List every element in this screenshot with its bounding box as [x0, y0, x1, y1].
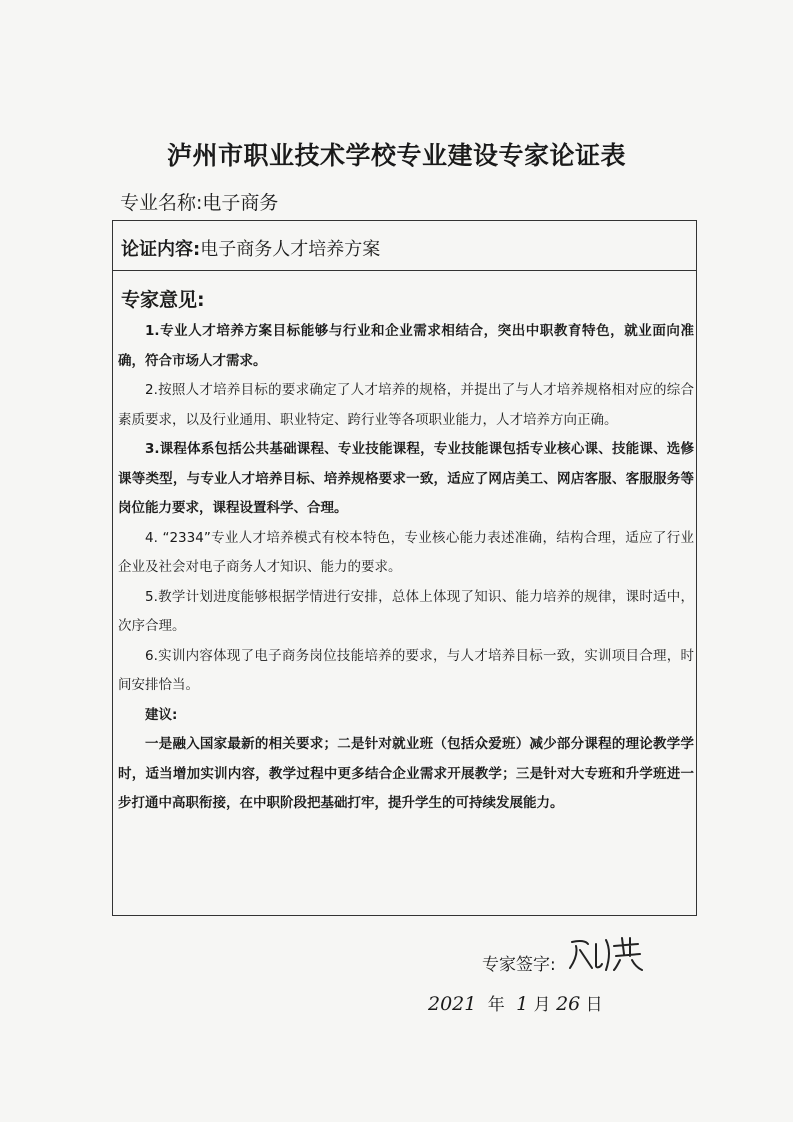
date-year-unit: 年 [487, 995, 505, 1015]
date-line [428, 990, 603, 1015]
suggestion-heading: 建议: [145, 706, 178, 723]
opinion-paragraph-1: 1.专业人才培养方案目标能够与行业和企业需求相结合，突出中职教育特色，就业面向准确，符合市场人才需求。 [118, 323, 694, 369]
major-label: 专业名称: [120, 192, 203, 214]
suggestion-paragraph: 一是融入国家最新的相关要求；二是针对就业班（包括众爱班）减少部分课程的理论教学学时，适当增加实训内容，教学过程中更多结合企业需求开展教学；三是针对大专班和升学班进一步打通中高职衔接，在中职阶段把基础打牢，提升学生的可持续发展能力。 [118, 736, 694, 811]
handwritten-signature [566, 934, 646, 974]
opinion-paragraph-4: 4. “2334”专业人才培养模式有校本特色，专业核心能力表述准确，结构合理，适应了行业企业及社会对电子商务人才知识、能力的要求。 [118, 529, 694, 575]
date-month-unit: 月 [533, 995, 551, 1015]
signature-label: 专家签字: [482, 955, 556, 975]
topic-value: 电子商务人才培养方案 [200, 239, 381, 260]
date-day: 26 [556, 993, 581, 1015]
date-month: 1 [516, 993, 529, 1015]
date-year: 2021 [428, 993, 477, 1015]
opinion-heading: 专家意见: [121, 289, 205, 311]
major-line [120, 188, 278, 215]
opinion-paragraph-6: 6.实训内容体现了电子商务岗位技能培养的要求，与人才培养目标一致，实训项目合理，时间安排恰当。 [118, 647, 694, 693]
opinion-table [112, 220, 697, 916]
opinion-paragraph-5: 5.教学计划进度能够根据学情进行安排，总体上体现了知识、能力培养的规律，课时适中，次序合理。 [118, 588, 694, 634]
opinion-paragraph-2: 2.按照人才培养目标的要求确定了人才培养的规格，并提出了与人才培养规格相对应的综合素质要求，以及行业通用、职业特定、跨行业等各项职业能力，人才培养方向正确。 [118, 382, 694, 428]
topic-row [113, 221, 696, 271]
form-title: 泸州市职业技术学校专业建设专家论证表 [166, 141, 626, 170]
opinion-content [118, 317, 694, 819]
opinion-paragraph-3: 3.课程体系包括公共基础课程、专业技能课程，专业技能课包括专业核心课、技能课、选修课等类型，与专业人才培养目标、培养规格要求一致，适应了网店美工、网店客服、客服服务等岗位能力要求，课程设置科学、合理。 [118, 441, 694, 516]
date-day-unit: 日 [585, 995, 603, 1015]
major-value: 电子商务 [202, 192, 279, 214]
topic-label: 论证内容: [121, 239, 201, 260]
